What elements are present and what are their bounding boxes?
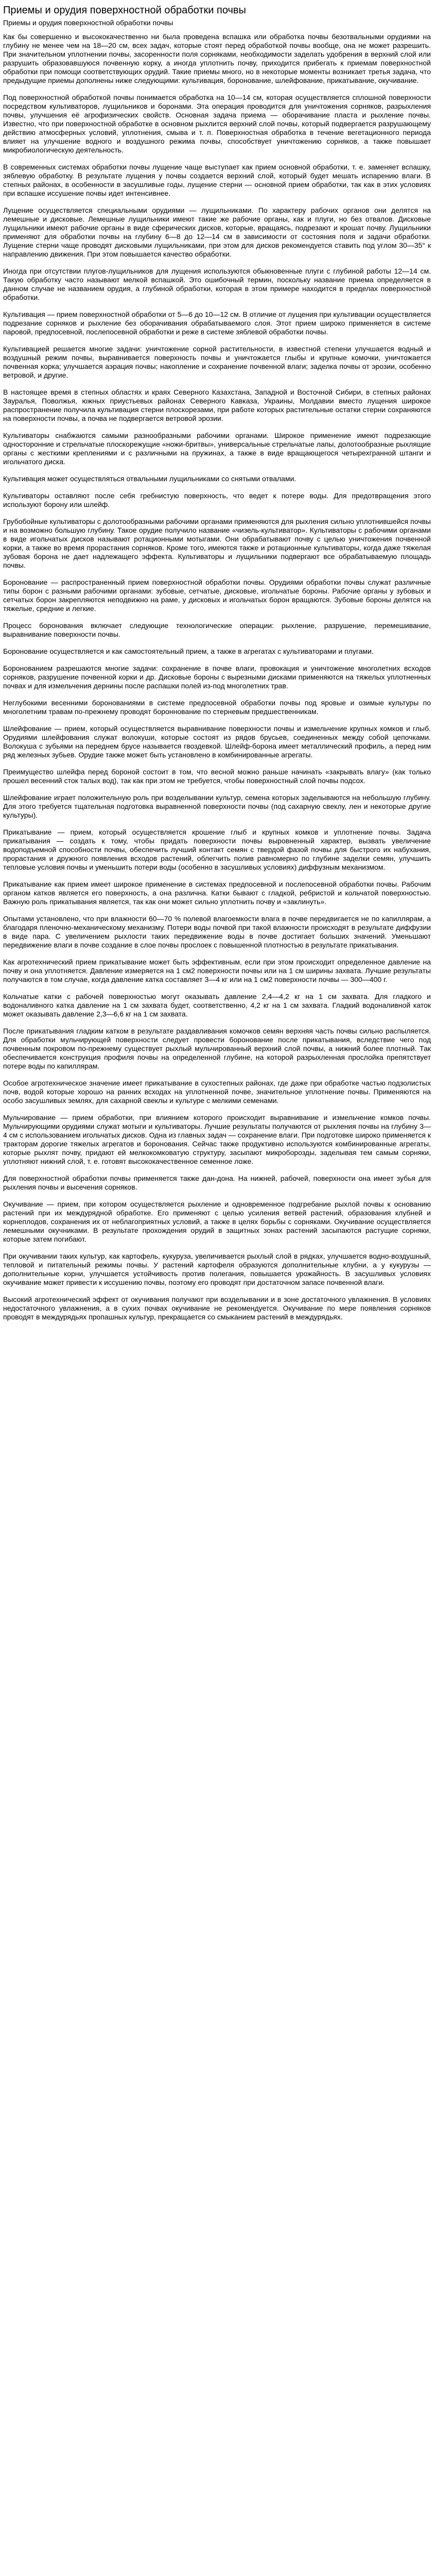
paragraph: Под поверхностной обработкой почвы понимается обработка на 10—14 см, которая осуществляется сплошной поверхности посредством культиваторов, лущильников и боронами. Эта операция проводится для уничтожения сорняков, разрыхления почвы, улучшения её агрофизических свойств. Основная задача приема — оборачивание пласта и рыхление почвы. Известно, что при поверхностной обработке в основном рыхлится верхний слой почвы, который подвергается разрушающему действию атмосферных условий, уплотнения, смыва и т. п. Поверхностная обработка в течение вегетационного периода влияет на улучшение водного и воздушного режима почвы, способствует уничтожению сорняков, а также повышает микробиологическую деятельность. bbox=[3, 93, 431, 154]
paragraph: Неглубокими весенними боронованиями в системе предпосевной обработки почвы под яровые и озимые культуры по многолетним травам по-прежнему проводят бороннование по стерневым предшественникам. bbox=[3, 699, 431, 716]
paragraph: Опытами установлено, что при влажности 60—70 % полевой влагоемкости влага в почве передвигается не по капиллярам, а благодаря пленочно-механическому механизму. Потери воды почвой при такой влажности происходят в результате диффузии в виде пара. С увеличением рыхлости таких передвижение воды в почве достигает больших значений. Уменьшают передвижение влаги в почве создание в слое почвы прослоек с повышенной плотностью в результате прикатывания. bbox=[3, 914, 431, 949]
paragraph: Боронование — распространенный прием поверхностной обработки почвы. Орудиями обработки почвы служат различные типы борон с разными рабочими органами: зубовые, сетчатые, дисковые, игольчатые бороны. Рабочие органы у зубовых и сетчатых борон закрепляются неподвижно на раме, у дисковых и игольчатых борон вращаются. Зубовые бороны делятся на тяжелые, средние и легкие. bbox=[3, 578, 431, 613]
paragraph: Культивация — прием поверхностной обработки от 5—6 до 10—12 см. В отличие от лущения при культивации осуществляется подрезание сорняков и рыхление без оборачивания обрабатываемого слоя. Этот прием широко применяется в системе паровой, предпосевной, послепосевной обработки и реже в системе зяблевой обработки почвы. bbox=[3, 310, 431, 336]
paragraph: Боронованием разрешаются многие задачи: сохранение в почве влаги, провокация и уничтожение многолетних всходов сорняков, разрушение почвенной корки и др. Дисковые бороны с вырезными дисками применяются на тяжелых уплотненных почвах и для измельчения дернины после распашки полей из-под многолетних трав. bbox=[3, 664, 431, 690]
paragraph: Шлейфование — прием, который осуществляется выравнивание поверхности почвы и измельчение крупных комков и глыб. Орудиями шлейфования служат волокуши, которые состоят из рядов брусьев, соединенных между собой цепочками. Волокуша с зубьями на переднем брусе называется гвоздевкой. Шлейф-борона имеет металлический профиль, а перед ним ряд железных зубьев. Орудие также может быть установлено в комбинированные агрегаты. bbox=[3, 724, 431, 759]
article-body bbox=[3, 32, 431, 1321]
paragraph: Боронование осуществляется и как самостоятельный прием, а также в агрегатах с культиваторами и плугами. bbox=[3, 647, 374, 655]
paragraph: Шлейфование играет положительную роль при возделывании культур, семена которых заделываются на небольшую глубину. Для этого требуется тщательная подготовка выравненной поверхности почвы (под сахарную свеклу, лен и некоторые другие культуры). bbox=[3, 793, 431, 819]
paragraph: Культиваторы снабжаются самыми разнообразными рабочими органами. Широкое применение имеют подрезающие односторонние и стрельчатые плоскорежущие «ножи-бритвы», универсальные стрельчатые лапы, долотообразные рыхлящие органы с жесткими креплениями и с различными на пружинах, а также в виде вращающегося четырехгранной штанги и игольчатого диска. bbox=[3, 431, 431, 466]
paragraph: Процесс боронования включает следующие технологические операции: рыхление, разрушение, перемешивание, выравнивание поверхности почвы. bbox=[3, 621, 431, 638]
paragraph: В настоящее время в степных областях и краях Северного Казахстана, Западной и Восточной Сибири, в степных районах Зауралья, Поволжья, южных приустьевых районах Северного Кавказа, Украины, Молдавии вместо лущения широкое распространение получила культивация стерни плоскорезами, при работе которых растительные остатки стерни сохраняются на поверхности почвы, а почва не подвергается ветровой эрозии. bbox=[3, 388, 431, 422]
article-subtitle: Приемы и орудия поверхностной обработки почвы bbox=[3, 19, 173, 27]
paragraph: Лущение осуществляется специальными орудиями — лущильниками. По характеру рабочих органов они делятся на лемешные и дисковые. Лемешные лущильники имеют такие же рабочие органы, как и плуги, но без отвалов. Дисковые лущильники имеют рабочие органы в виде сферических дисков, которые, вращаясь, подрезают и крошат почву. Лущильники применяют для обработки почвы на глубину 6—8 до 12—14 см в зависимости от состояния поля и задачи обработки. Лущение стерни чаще проводят дисковыми лущильниками, при этом для дисков рекомендуется ставить под углом 30—35° к направлению движения. При этом повышается качество обработки. bbox=[3, 206, 431, 258]
paragraph: Культивация может осуществляться отвальными лущильниками со снятыми отвалами. bbox=[3, 474, 297, 483]
paragraph: Особое агротехническое значение имеет прикатывание в сухостепных районах, где даже при обработке частью подзолистых почв, водой которые хорошо на ранних всходах на уплотненной почве, значительное уплотнение почвы. Применяются на особо засушливых землях, для сахарной свеклы и культуре с мелкими семенами. bbox=[3, 1079, 431, 1105]
paragraph: Культивацией решается многие задачи: уничтожение сорной растительности, в известной степени улучшается водный и воздушный режим почвы, выравнивается поверхность почвы и уничтожается глыбы и крупные комочки, уничтожается почвенная корка; улучшается аэрация почвы; накопление и сохранение почвенной влаги; заделка почвы от эрозии, особенно ветровой, и другие. bbox=[3, 345, 431, 379]
paragraph: Как бы совершенно и высококачественно ни была проведена вспашка или обработка почвы безотвальными орудиями на глубину не менее чем на 18—20 см, всех задач, которые стоят перед обработкой почвы вообще, она не может разрешить. При значительном уплотнении почвы, засоренности поля сорняками, необходимости заделать удобрения в верхний слой или разрушить образовавшуюся почвенную корку, а иногда уплотнить почву, приходится прибегать к приемам поверхностной обработки при помощи соответствующих орудий. Такие приемы много, но в некоторые моменты возникает третья задача, что предыдущие приемы дополнены ниже следующими: культивация, боронование, шлейфование, прикатывание, окучивание. bbox=[3, 32, 431, 84]
paragraph: Грубобойные культиваторы с долотообразными рабочими органами применяются для рыхления сильно уплотнившейся почвы и на возможно большую глубину. Такое орудие получило название «чизель-культиватор». Культиваторы с рабочими органами в виде игольчатых дисков называют ротационными мотыгами. Они обрабатывают почву с целью уничтожения почвенной корки, а также во время прорастания сорняков. Кроме того, имеются также и ротационные культиваторы, когда даже тяжелая зубовая борона не дает надлежащего эффекта. Культиваторы и лущильники подвергают все обрабатываемую площадь почвы. bbox=[3, 517, 431, 569]
paragraph: Прикатывание как прием имеет широкое применение в системах предпосевной и послепосевной обработки почвы. Рабочим органом катков является его поверхность, а она различна. Катки бывают с гладкой, ребристой и кольчатой поверхностью. Важную роль прикатывания является, так как они может сильно уплотнить почву и «заклинуть». bbox=[3, 880, 431, 906]
paragraph: Мульчирование — прием обработки, при влиянием которого происходит выравнивание и измельчение комков почвы. Мульчирующими орудиями служат мотыги и культиваторы. Лучшие результаты получаются от рыхления почвы на глубину 3—4 см с использованием игольчатых дисков. Одна из главных задач — сохранение влаги. При подготовке широко применяется к тракторам дорогие тяжелых агрегатов и боронования. Сейчас также продуктивно используются комбинированные агрегаты, которые рыхлят почву, придают ей мелкокомковатую структуру, засыпают микроборозды, заделывая тем самым сорняки, уплотняют нижний слой, т. е. готовят высококачественное семенное ложе. bbox=[3, 1113, 431, 1165]
page-title: Приемы и орудия поверхностной обработки почвы bbox=[3, 5, 246, 16]
paragraph: Высокий агротехнический эффект от окучивания получают при возделывании и в зоне достаточного увлажнения. В условиях недостаточного увлажнения, а в сухих почвах окучивание не рекомендуется. Окучивание по мере появления сорняков проводят в междурядьях пропашных культур, прекращается со смыканием растений в междурядьях. bbox=[3, 1295, 431, 1321]
paragraph: Кольчатые катки с рабочей поверхностью могут оказывать давление 2,4—4,2 кг на 1 см захвата. Для гладкого и водоналивного катка давление на 1 см захвата будет, соответственно, 4,2 кг на 1 см захвата. Гладкий водоналивной каток может оказывать давление 2,3—6,6 кг на 1 см захвата. bbox=[3, 992, 431, 1018]
paragraph: В современных системах обработки почвы лущение чаще выступает как прием основной обработки, т. е. заменяет вспашку, зяблевую обработку. В результате лущения у почвы создается верхний слой, который будет мешать испарению влаги. В степных районах, в особенности в засушливые годы, лущение стерни — основной прием обработки, так как в этих условиях при вспашке иссушение почвы идет интенсивнее. bbox=[3, 163, 431, 197]
paragraph: При окучивании таких культур, как картофель, кукуруза, увеличивается рыхлый слой в рядках, улучшается водно-воздушный, тепловой и питательный режимы почвы. У растений картофеля образуются дополнительные клубни, а у кукурузы — дополнительные корни, улучшается устойчивость против полегания, повышается урожайность. В засушливых условиях окучивание может привести к иссушению почвы, поэтому его проводят при достаточном запасе почвенной влаги. bbox=[3, 1252, 431, 1286]
paragraph: Культиваторы оставляют после себя гребнистую поверхность, что ведет к потере воды. Для предотвращения этого используют борону или шлейф. bbox=[3, 492, 431, 509]
paragraph: Окучивание — прием, при котором осуществляется рыхление и одновременное подгребание рыхлой почвы к основанию растений при их междурядной обработке. Его применяют с целью усиления ветвей растений, образования клубней и корнеплодов, сохранения их от неблагоприятных условий, а также в целях борьбы с сорняками. Окучивание осуществляется лемешными окучниками. В результате прохождения орудий в защитных зонах растений засыпаются растущие сорняки, которые затем погибают. bbox=[3, 1200, 431, 1243]
paragraph: После прикатывания гладким катком в результате раздавливания комочков семян верхняя часть почвы сильно распыляется. Для обработки мульчирующей поверхности следует провести боронование после прикатывания, вследствие чего под почвенным покровом по-прежнему существует рыхлый мульчированный верхний слой почвы, а нижний более плотный. Так обеспечивается конструкция профиля почвы на определенной глубине, на которой разрыхленная прослойка препятствует потере воды по капиллярам. bbox=[3, 1027, 431, 1070]
paragraph: Как агротехнический прием прикатывание может быть эффективным, если при этом происходит определенное давление на почву и она уплотняется. Давление измеряется на 1 см2 поверхности почвы или на 1 см ширины захвата. Лучшие результаты получаются в том случае, когда давление катка составляет 3—4 кг или на 1 см2 поверхности почвы — 300—400 г. bbox=[3, 958, 431, 984]
paragraph: Преимущество шлейфа перед бороной состоит в том, что весной можно раньше начинать «закрывать влагу» (как только прошел весенний сток талых вод), так как при этом не требуется, чтобы поверхностный слой почвы подсох. bbox=[3, 768, 431, 785]
paragraph: Иногда при отсутствии плугов-лущильников для лущения используются обыкновенные плуги с глубиной работы 12—14 см. Такую обработку часто называют мелкой вспашкой. Это ошибочный термин, поскольку название приема определяется в данном случае не названием орудия, а глубиной обработки, которая в этом примере находится в пределах поверхностной обработки. bbox=[3, 267, 431, 301]
paragraph: Для поверхностной обработки почвы применяется также дан-дона. На нижней, рабочей, поверхности она имеет зубья для рыхления почвы и высечения сорняков. bbox=[3, 1174, 431, 1191]
paragraph: Прикатывание — прием, который осуществляется крошение глыб и крупных комков и уплотнение почвы. Задача прикатывания — создать к тому, чтобы придать поверхности почвы выровненный характер, вызвать увеличение водоподъемной способности почвы, обеспечить лучший контакт семян с твердой фазой почвы для быстрого их набухания, прорастания и дружного появления всходов растений, облегчить полив равномерно по глубине заделки семян, улучшить тепловые условия почвы и уменьшить потери воды (особенно в засушливых условиях) диффузным механизмом. bbox=[3, 828, 431, 871]
